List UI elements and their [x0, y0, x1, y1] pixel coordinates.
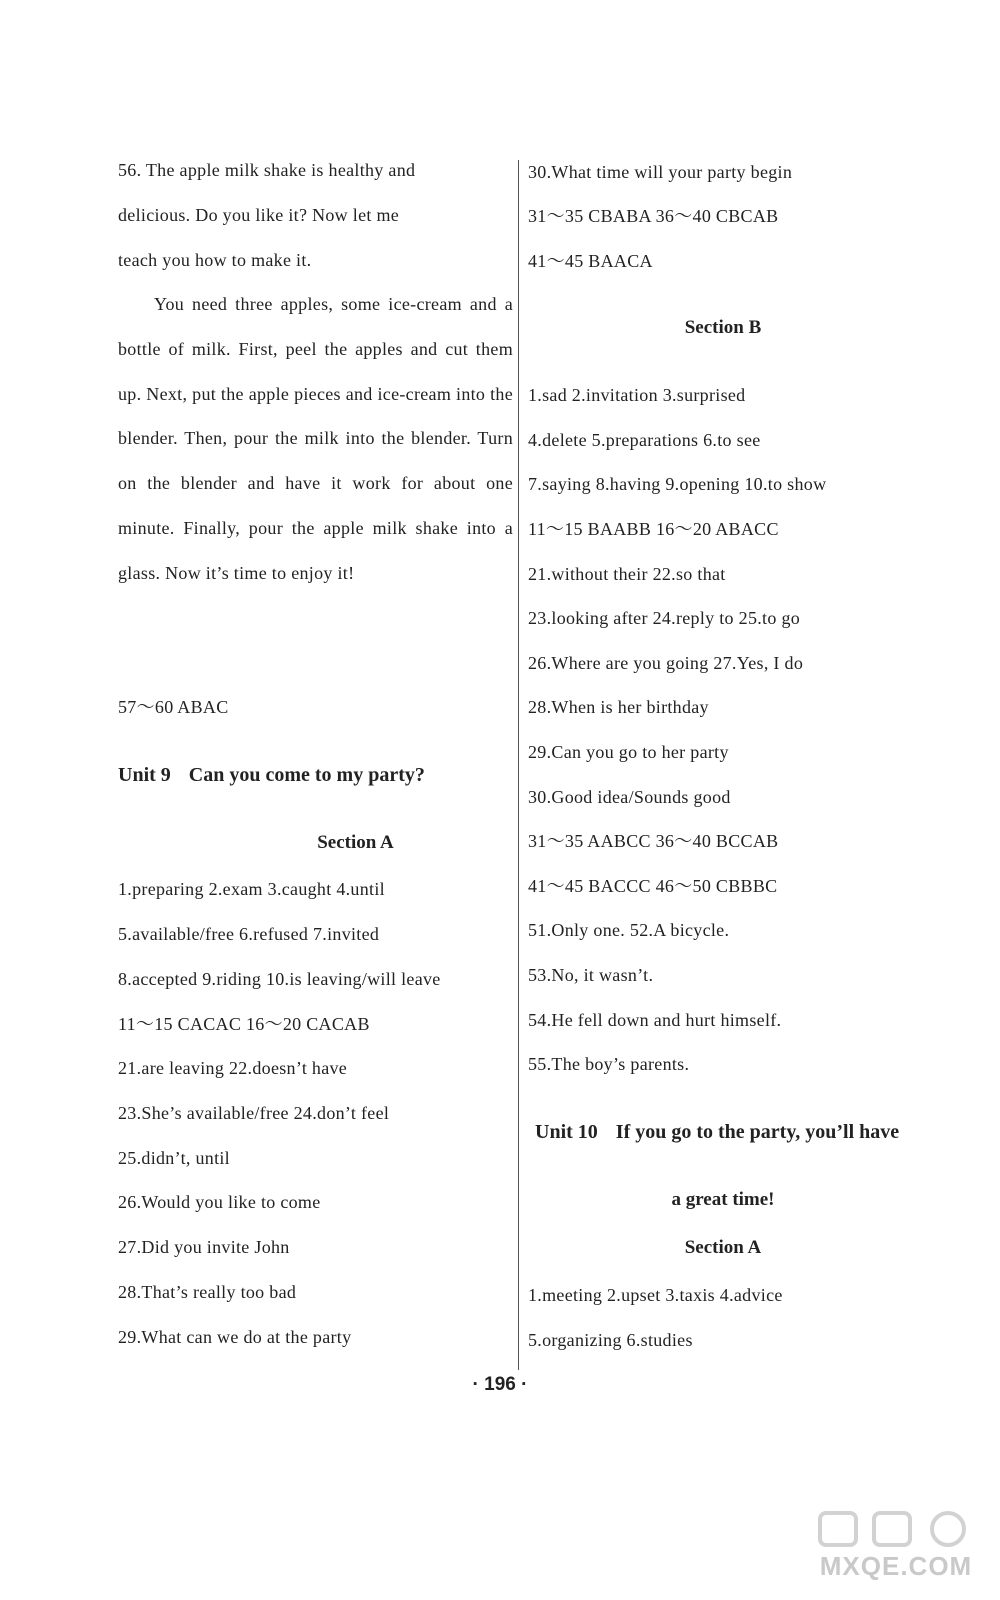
- q56-paragraph-text: You need three apples, some ice-cream and a bottle of milk. First, peel the apples and cut them up. Next, put the apple pieces and ice-cream into the blender. Then, pour the milk into the blender. Turn on the blender and have it work for about one minute. Finally, pour the apple milk shake into a glass. Now it’s time to enjoy it!: [118, 294, 513, 583]
- answer-line: 31～35 CBABA 36～40 CBCAB: [528, 206, 779, 226]
- answer-line: 21.without their 22.so that: [528, 564, 726, 584]
- unit10-heading: [535, 1120, 899, 1144]
- unit10-title-line2: a great time!: [671, 1189, 775, 1210]
- answer-line: 11～15 BAABB 16～20 ABACC: [528, 519, 779, 539]
- page-number: · 196 ·: [472, 1374, 528, 1395]
- unit10-section-a-heading: Section A: [684, 1237, 762, 1258]
- answer-line: 29.What can we do at the party: [118, 1327, 352, 1347]
- answer-line: 5.organizing 6.studies: [528, 1330, 693, 1350]
- answer-line: 41～45 BACCC 46～50 CBBBC: [528, 876, 778, 896]
- answer-line: 51.Only one. 52.A bicycle.: [528, 920, 730, 940]
- q56-line-3: teach you how to make it.: [118, 250, 312, 270]
- q57-60-answers: 57～60 ABAC: [118, 697, 229, 717]
- answer-line: 41～45 BAACA: [528, 251, 653, 271]
- watermark-site: MXQE.COM: [819, 1551, 973, 1581]
- answer-line: 8.accepted 9.riding 10.is leaving/will leave: [118, 969, 441, 989]
- answer-line: 26.Where are you going 27.Yes, I do: [528, 653, 804, 673]
- watermark-logo-icon: [816, 1509, 976, 1549]
- answer-line: 26.Would you like to come: [118, 1192, 321, 1212]
- answer-line: 54.He fell down and hurt himself.: [528, 1010, 782, 1030]
- answer-line: 23.She’s available/free 24.don’t feel: [118, 1103, 390, 1123]
- answer-line: 28.When is her birthday: [528, 697, 709, 717]
- column-divider: [518, 160, 519, 1370]
- q56-line-2: delicious. Do you like it? Now let me: [118, 205, 400, 225]
- watermark: [816, 1509, 976, 1582]
- unit10-title-line1: If you go to the party, you’ll have: [615, 1121, 900, 1143]
- unit10-label: Unit 10: [535, 1121, 598, 1143]
- answer-line: 1.sad 2.invitation 3.surprised: [528, 385, 746, 405]
- q56-line-1: 56. The apple milk shake is healthy and: [118, 160, 416, 180]
- q56-paragraph: [118, 282, 513, 596]
- answer-line: 23.looking after 24.reply to 25.to go: [528, 608, 801, 628]
- unit9-heading: [118, 763, 425, 787]
- answer-line: 4.delete 5.preparations 6.to see: [528, 430, 761, 450]
- answer-line: 30.What time will your party begin: [528, 162, 793, 182]
- section-b-heading: Section B: [684, 317, 762, 338]
- answer-line: 29.Can you go to her party: [528, 742, 729, 762]
- answer-line: 55.The boy’s parents.: [528, 1054, 690, 1074]
- answer-line: 7.saying 8.having 9.opening 10.to show: [528, 474, 827, 494]
- answer-line: 27.Did you invite John: [118, 1237, 290, 1257]
- answer-line: 1.preparing 2.exam 3.caught 4.until: [118, 879, 385, 899]
- unit9-label: Unit 9: [118, 764, 171, 786]
- answer-line: 21.are leaving 22.doesn’t have: [118, 1058, 348, 1078]
- answer-line: 28.That’s really too bad: [118, 1282, 297, 1302]
- answer-line: 5.available/free 6.refused 7.invited: [118, 924, 380, 944]
- answer-line: 1.meeting 2.upset 3.taxis 4.advice: [528, 1285, 783, 1305]
- unit9-section-a-heading: Section A: [317, 832, 394, 853]
- answer-line: 25.didn’t, until: [118, 1148, 230, 1168]
- answer-line: 30.Good idea/Sounds good: [528, 787, 731, 807]
- answer-line: 53.No, it wasn’t.: [528, 965, 654, 985]
- answer-line: 31～35 AABCC 36～40 BCCAB: [528, 831, 779, 851]
- unit9-title: Can you come to my party?: [188, 764, 425, 786]
- answer-line: 11～15 CACAC 16～20 CACAB: [118, 1014, 370, 1034]
